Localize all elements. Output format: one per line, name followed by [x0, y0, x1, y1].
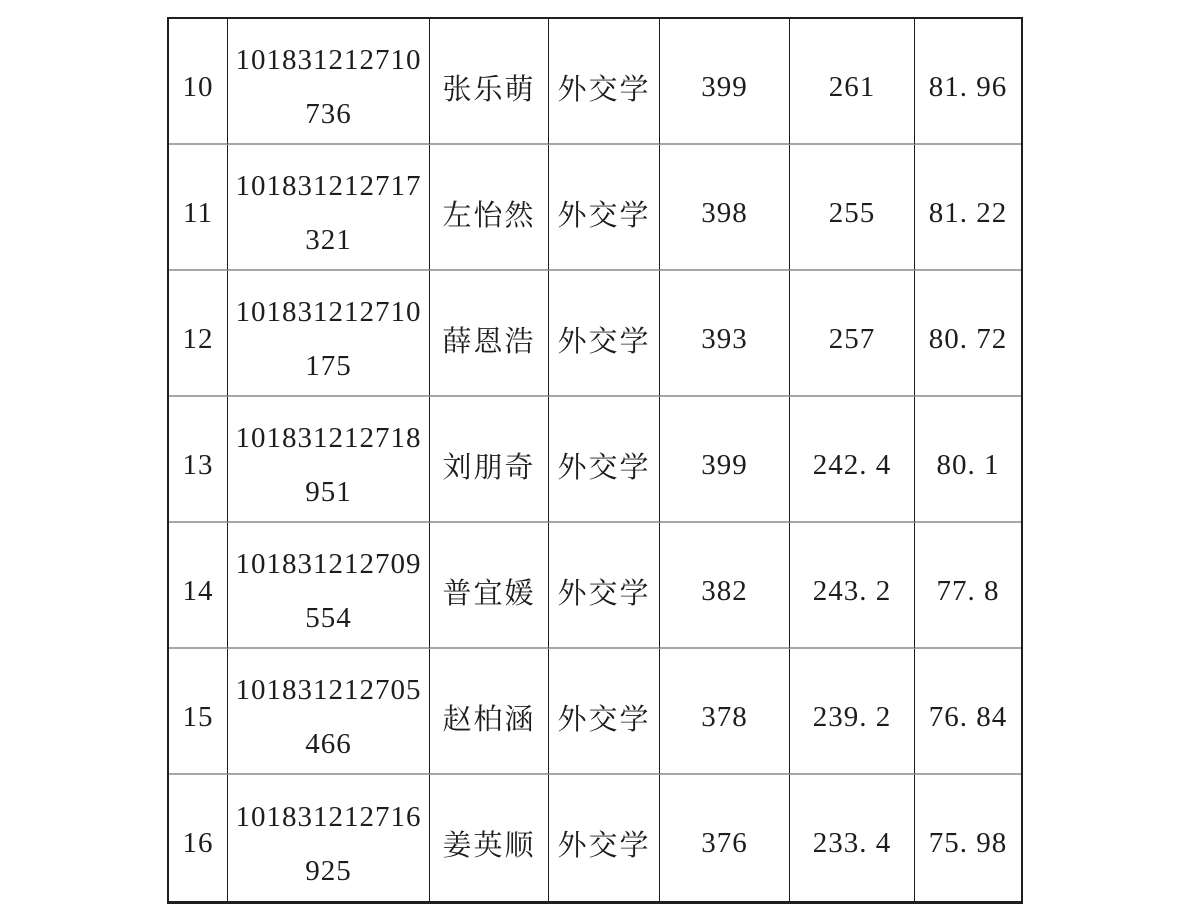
candidate-id-id-line2: 925	[305, 854, 352, 887]
candidate-id-cell	[228, 19, 430, 145]
score1-cell: 382	[660, 523, 790, 649]
major-cell: 外交学	[549, 523, 660, 649]
candidate-id-cell	[228, 649, 430, 775]
score2-cell: 261	[790, 19, 915, 145]
score2-cell: 233. 4	[790, 775, 915, 901]
rank-cell: 10	[169, 19, 228, 145]
major-cell: 外交学	[549, 397, 660, 523]
name-cell: 张乐萌	[430, 19, 549, 145]
rank-cell: 12	[169, 271, 228, 397]
weighted-score-cell: 77. 8	[915, 523, 1021, 649]
name-cell: 薛恩浩	[430, 271, 549, 397]
table-row	[169, 775, 1021, 901]
score1-cell: 399	[660, 19, 790, 145]
score1-cell: 376	[660, 775, 790, 901]
candidate-id-cell	[228, 775, 430, 901]
score2-cell: 243. 2	[790, 523, 915, 649]
score1-cell: 398	[660, 145, 790, 271]
weighted-score-cell: 81. 96	[915, 19, 1021, 145]
name-cell: 普宜媛	[430, 523, 549, 649]
name-cell: 姜英顺	[430, 775, 549, 901]
candidate-id-cell	[228, 271, 430, 397]
weighted-score-cell: 80. 1	[915, 397, 1021, 523]
major-cell: 外交学	[549, 271, 660, 397]
candidate-id-cell	[228, 523, 430, 649]
score2-cell: 239. 2	[790, 649, 915, 775]
candidate-id-cell	[228, 397, 430, 523]
rank-cell: 13	[169, 397, 228, 523]
weighted-score-cell: 81. 22	[915, 145, 1021, 271]
weighted-score-cell: 76. 84	[915, 649, 1021, 775]
table-row	[169, 523, 1021, 649]
major-cell: 外交学	[549, 649, 660, 775]
rank-cell: 11	[169, 145, 228, 271]
rank-cell: 14	[169, 523, 228, 649]
candidate-id-id-line1: 101831212718	[235, 422, 422, 454]
score2-cell: 257	[790, 271, 915, 397]
rank-cell: 16	[169, 775, 228, 901]
score1-cell: 399	[660, 397, 790, 523]
candidate-id-id-line1: 101831212717	[235, 170, 422, 202]
candidate-id-id-line1: 101831212705	[235, 674, 422, 706]
candidate-id-id-line2: 951	[305, 476, 352, 508]
candidate-id-id-line2: 466	[305, 728, 352, 760]
candidate-id-id-line2: 554	[305, 602, 352, 634]
table-row	[169, 19, 1021, 145]
candidate-id-id-line1: 101831212710	[235, 44, 422, 76]
score-table-body	[169, 19, 1021, 901]
score-table	[167, 17, 1023, 904]
weighted-score-cell: 80. 72	[915, 271, 1021, 397]
candidate-id-id-line1: 101831212716	[235, 800, 422, 833]
candidate-id-id-line2: 736	[305, 98, 352, 130]
name-cell: 赵柏涵	[430, 649, 549, 775]
rank-cell: 15	[169, 649, 228, 775]
candidate-id-cell	[228, 145, 430, 271]
weighted-score-cell: 75. 98	[928, 827, 1008, 860]
candidate-id-id-line2: 321	[305, 224, 352, 256]
score2-cell: 255	[790, 145, 915, 271]
score1-cell: 393	[660, 271, 790, 397]
table-row	[169, 397, 1021, 523]
major-cell: 外交学	[549, 145, 660, 271]
major-cell: 外交学	[549, 775, 660, 901]
table-row	[169, 145, 1021, 271]
candidate-id-id-line1: 101831212709	[235, 548, 422, 580]
name-cell: 左怡然	[430, 145, 549, 271]
candidate-id-id-line2: 175	[305, 350, 352, 382]
table-row	[169, 271, 1021, 397]
name-cell: 刘朋奇	[430, 397, 549, 523]
score2-cell: 242. 4	[790, 397, 915, 523]
score1-cell: 378	[660, 649, 790, 775]
table-row	[169, 649, 1021, 775]
major-cell: 外交学	[549, 19, 660, 145]
candidate-id-id-line1: 101831212710	[235, 296, 422, 328]
